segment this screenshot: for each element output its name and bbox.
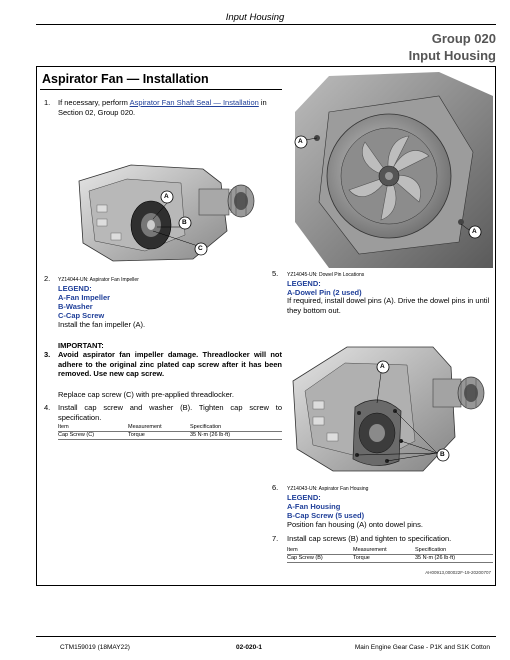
spec-row bbox=[58, 432, 282, 440]
callout-b: B bbox=[182, 219, 187, 226]
footer-rule bbox=[36, 636, 496, 637]
callout-a-left: A bbox=[298, 138, 303, 145]
callout-cap-screw-b: B bbox=[440, 451, 445, 458]
spec-value: 35 N·m (26 lb·ft) bbox=[190, 432, 231, 438]
spec-header-measurement: Measurement bbox=[353, 547, 387, 553]
figure-fan-housing bbox=[283, 341, 489, 475]
important-text: Avoid aspirator fan impeller damage. Threadlocker will not adhere to the original zinc plated cap screw after it has been removed. Use new cap screw. bbox=[58, 350, 282, 378]
spec-value: 35 N·m (26 lb·ft) bbox=[415, 555, 456, 561]
step-4-spec-table bbox=[58, 424, 282, 440]
step-5-legend-a: A-Dowel Pin (2 used) bbox=[287, 288, 362, 297]
spec-row bbox=[287, 555, 493, 563]
step-4-text: Install cap screw and washer (B). Tighten cap screw to specification. bbox=[58, 403, 282, 422]
step-5-number: 5. bbox=[272, 269, 279, 278]
callout-c: C bbox=[198, 245, 203, 252]
header-rule bbox=[36, 24, 496, 25]
callout-a-right: A bbox=[472, 228, 477, 235]
step-6-legend-label: LEGEND: bbox=[287, 493, 321, 502]
step-2-legend-c: C-Cap Screw bbox=[58, 311, 105, 320]
footer-page-number: 02-020-1 bbox=[236, 644, 263, 651]
step-2-number: 2. bbox=[44, 274, 51, 283]
dowel-pin-illustration bbox=[289, 72, 493, 268]
step-7-text: Install cap screws (B) and tighten to specification. bbox=[287, 534, 452, 543]
spec-measurement: Torque bbox=[353, 555, 370, 561]
step-6-caption: YZ14043-UN: Aspirator Fan Housing bbox=[287, 486, 369, 492]
step-2-caption: YZ14044-UN: Aspirator Fan Impeller bbox=[58, 277, 139, 283]
spec-header-measurement: Measurement bbox=[128, 424, 162, 430]
step-5-legend-label: LEGEND: bbox=[287, 279, 321, 288]
step-1-post: in Section 02, Group 020. bbox=[58, 98, 267, 117]
group-number: Group 020 bbox=[431, 31, 496, 46]
step-3-number: 3. bbox=[44, 350, 51, 359]
figure-fan-impeller bbox=[61, 153, 263, 265]
step-5-text: If required, install dowel pins (A). Drive the dowel pins in until they bottom out. bbox=[287, 296, 490, 315]
fan-housing-illustration bbox=[283, 341, 489, 475]
group-name: Input Housing bbox=[408, 48, 496, 63]
step-6-legend-a: A-Fan Housing bbox=[287, 502, 341, 511]
step-1-number: 1. bbox=[44, 98, 51, 107]
spec-header-item: Item bbox=[58, 424, 69, 430]
step-2-legend-b: B-Washer bbox=[58, 302, 93, 311]
step-1-pre: If necessary, perform bbox=[58, 98, 128, 107]
spec-item: Cap Screw (C) bbox=[58, 432, 95, 438]
step-6-legend-b: B-Cap Screw (5 used) bbox=[287, 511, 365, 520]
step-6-text: Position fan housing (A) onto dowel pins. bbox=[287, 520, 423, 529]
step-2-legend-a: A-Fan Impeller bbox=[58, 293, 111, 302]
section-title: Aspirator Fan — Installation bbox=[42, 72, 209, 86]
group-title-block bbox=[409, 30, 496, 64]
running-head: Input Housing bbox=[225, 12, 285, 23]
spec-header-specification: Specification bbox=[415, 547, 447, 553]
callout-a: A bbox=[164, 193, 169, 200]
step-7-number: 7. bbox=[272, 534, 279, 543]
step-2-text: Install the fan impeller (A). bbox=[58, 320, 146, 329]
step-5-caption: YZ14045-UN: Dowel Pin Locations bbox=[287, 272, 365, 278]
figure-dowel-pins bbox=[289, 72, 493, 268]
step-7-spec-table bbox=[287, 547, 493, 563]
spec-header-row bbox=[58, 424, 282, 432]
spec-measurement: Torque bbox=[128, 432, 145, 438]
spec-item: Cap Screw (B) bbox=[287, 555, 323, 561]
document-id: AH00913,000022F-19-20200707 bbox=[425, 570, 491, 575]
footer-manual-title: Main Engine Gear Case - P1K and S1K Cotton bbox=[354, 644, 490, 651]
step-3-text: Replace cap screw (C) with pre-applied threadlocker. bbox=[58, 390, 234, 399]
seal-installation-link[interactable]: Aspirator Fan Shaft Seal — Installation bbox=[129, 98, 259, 107]
callout-fan-housing-a: A bbox=[380, 363, 385, 370]
spec-header-specification: Specification bbox=[190, 424, 222, 430]
fan-impeller-illustration bbox=[61, 153, 263, 265]
step-6-number: 6. bbox=[272, 483, 279, 492]
footer-publication: CTM159019 (18MAY22) bbox=[60, 644, 130, 651]
title-rule bbox=[40, 89, 282, 90]
step-4-number: 4. bbox=[44, 403, 51, 412]
spec-header-item: Item bbox=[287, 547, 298, 553]
step-1-text bbox=[58, 98, 280, 117]
step-2-legend-label: LEGEND: bbox=[58, 284, 92, 293]
procedure-frame bbox=[36, 66, 496, 586]
spec-header-row bbox=[287, 547, 493, 555]
important-label: IMPORTANT: bbox=[58, 341, 104, 350]
